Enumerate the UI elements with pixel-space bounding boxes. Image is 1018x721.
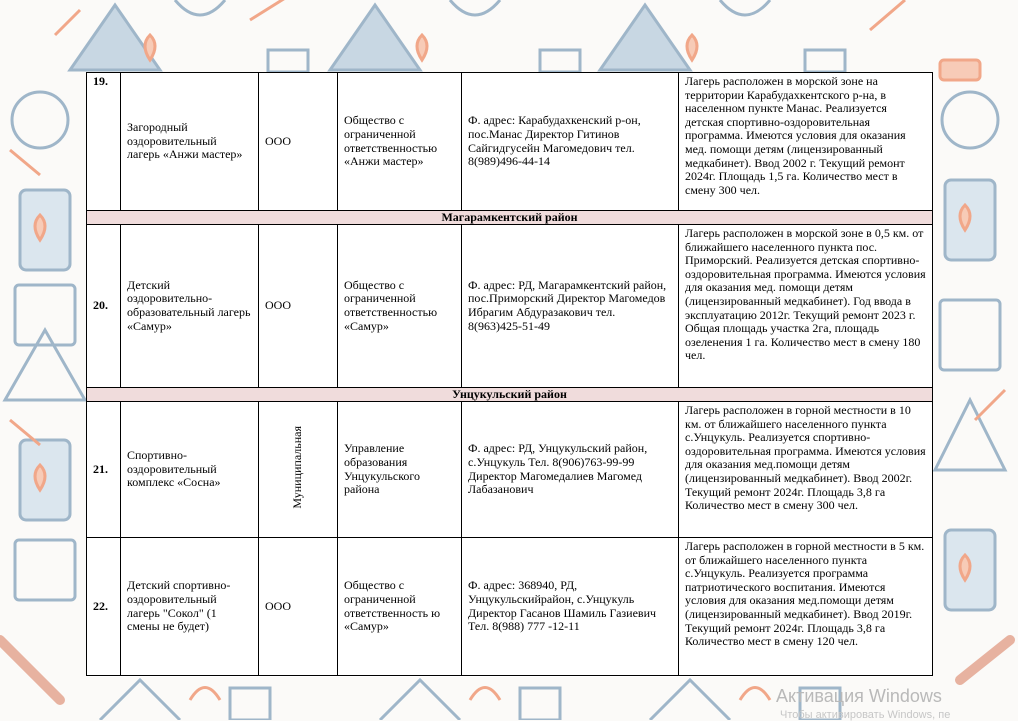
district-name: Магарамкентский район	[87, 211, 933, 225]
camp-name: Детский оздоровительно-образовательный лагерь «Самур»	[121, 225, 259, 388]
ownership-form: ООО	[259, 538, 338, 676]
camp-description: Лагерь расположен в морской зоне на территории Карабудахкентского р-на, в населенном пункте Манас. Реализуется детская спортивно-оздоровительная программа. Имеются условия для оказания мед. помощи детям (лицензированный медкабинет). Ввод 2002 г. Текущий ремонт 2024г. Площадь 1,5 га. Количество мест в смену 300 чел.	[679, 73, 933, 211]
district-header	[87, 211, 933, 225]
row-number: 21.	[87, 402, 121, 538]
contact-info: Ф. адрес: РД, Унцукульский район, с.Унцукуль Тел. 8(906)763-99-99 Директор Магомедалиев Магомед Лабазанович	[462, 402, 679, 538]
windows-activation-watermark: Активация Windows	[776, 686, 942, 706]
ownership-form: ООО	[259, 73, 338, 211]
camp-name: Детский спортивно-оздоровительный лагерь "Сокол" (1 смены не будет)	[121, 538, 259, 676]
camp-name: Спортивно-оздоровительный комплекс «Сосна»	[121, 402, 259, 538]
ownership-form: Муниципальная	[290, 426, 305, 510]
contact-info: Ф. адрес: 368940, РД, Унцукульскийрайон, с.Унцукуль Директор Гасанов Шамиль Газиевич Тел. 8(988) 777 -12-11	[462, 538, 679, 676]
camp-description: Лагерь расположен в горной местности в 10 км. от ближайшего населенного пункта с.Унцукуль. Реализуется спортивно-оздоровительная программа. Имеются условия для оказания мед.помощи детям (лицензированный медкабинет). Ввод 2002г. Текущий ремонт 2024г. Площадь 3,8 га Количество мест в смену 300 чел.	[679, 402, 933, 538]
camps-table	[86, 72, 933, 676]
camp-name: Загородный оздоровительный лагерь «Анжи мастер»	[121, 73, 259, 211]
owner-organization: Управление образования Унцукульского района	[338, 402, 462, 538]
table-row	[87, 73, 933, 211]
row-number: 19.	[87, 73, 121, 211]
windows-activation-hint: Чтобы активировать Windows, пе	[780, 709, 951, 721]
owner-organization: Общество с ограниченной ответственность ю «Самур»	[338, 538, 462, 676]
ownership-form-cell	[259, 402, 338, 538]
row-number: 22.	[87, 538, 121, 676]
row-number: 20.	[87, 225, 121, 388]
table-row	[87, 225, 933, 388]
table-row	[87, 538, 933, 676]
camp-description: Лагерь расположен в горной местности в 5 км. от ближайшего населенного пункта с.Унцукуль. Реализуется программа патриотического воспитания. Имеются условия для оказания мед.помощи детям (лицензированный медкабинет). Ввод 2019г. Текущий ремонт 2024г. Площадь 3,8 га Количество мест в смену 120 чел.	[679, 538, 933, 676]
owner-organization: Общество с ограниченной ответственностью «Самур»	[338, 225, 462, 388]
camp-description: Лагерь расположен в морской зоне в 0,5 км. от ближайшего населенного пункта пос. Приморский. Реализуется детская спортивно-оздоровительная программа. Имеются условия для оказания мед. помощи детям (лицензированный медкабинет). Год ввода в эксплуатацию 2012г. Текущий ремонт 2023 г. Общая площадь участка 2га, площадь озеленения 1 га. Количество мест в смену 180 чел.	[679, 225, 933, 388]
table-row	[87, 402, 933, 538]
district-header	[87, 388, 933, 402]
ownership-form: ООО	[259, 225, 338, 388]
contact-info: Ф. адрес: РД, Магарамкентский район, пос.Приморский Директор Магомедов Ибрагим Абдуразакович тел. 8(963)425-51-49	[462, 225, 679, 388]
document-table-page	[86, 72, 932, 677]
district-name: Унцукульский район	[87, 388, 933, 402]
contact-info: Ф. адрес: Карабудахкенский р-он, пос.Манас Директор Гитинов Сайгидгусейн Магомедович тел. 8(989)496-44-14	[462, 73, 679, 211]
owner-organization: Общество с ограниченной ответственностью «Анжи мастер»	[338, 73, 462, 211]
